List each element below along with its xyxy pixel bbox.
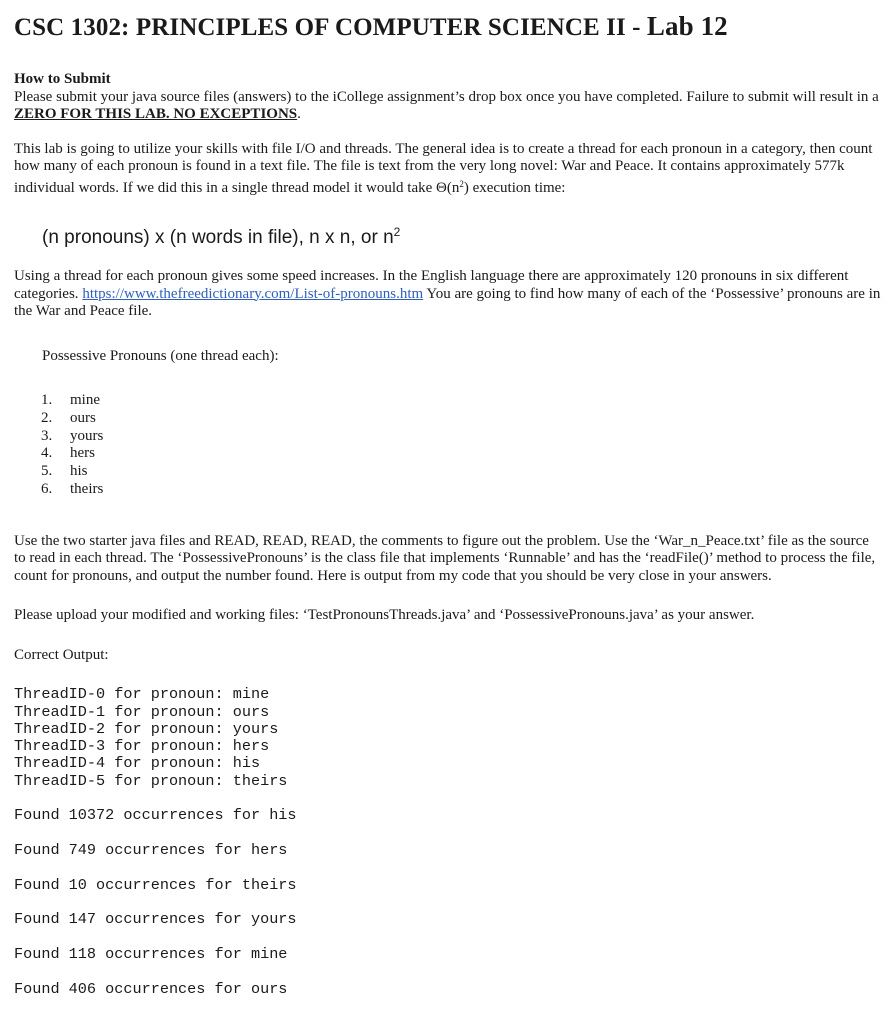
intro-sup: 2 xyxy=(459,178,464,189)
list-word: hers xyxy=(70,445,95,462)
list-number: 4. xyxy=(41,445,53,462)
intro-text-end: ) execution time: xyxy=(463,179,566,196)
list-word: his xyxy=(70,463,88,480)
correct-output-label: Correct Output: xyxy=(14,646,109,663)
found-output-line: Found 118 occurrences for mine xyxy=(14,945,288,964)
list-number: 5. xyxy=(41,463,53,480)
list-item xyxy=(41,463,882,481)
thread-output-block xyxy=(14,686,882,790)
complexity-formula xyxy=(42,220,882,250)
thread-text: Using a thread for each pronoun gives some speed increases. In the English language there are approximately 120 pronouns in six different categories. xyxy=(14,268,849,302)
list-word: theirs xyxy=(70,480,104,497)
submit-text-end: . xyxy=(297,106,301,122)
title-course: CSC 1302: PRINCIPLES OF COMPUTER SCIENCE II - xyxy=(14,14,647,41)
list-number: 3. xyxy=(41,427,53,444)
thread-output-line: ThreadID-4 for pronoun: his xyxy=(14,754,261,773)
possessive-label: Possessive Pronouns (one thread each): xyxy=(42,347,279,364)
formula-text: (n pronouns) x (n words in file), n x n, or n xyxy=(42,227,394,248)
thread-text-end: You are going to find how many of each of the ‘Possessive’ pronouns are in the War and Peace file. xyxy=(14,285,881,319)
found-output-block xyxy=(14,807,882,998)
found-output-line: Found 406 occurrences for ours xyxy=(14,980,288,999)
thread-output-line: ThreadID-1 for pronoun: ours xyxy=(14,702,270,721)
pronoun-list xyxy=(14,392,882,499)
title-lab: Lab 12 xyxy=(646,11,728,41)
formula-sup: 2 xyxy=(393,225,401,239)
page-title xyxy=(14,10,882,44)
submit-heading: How to Submit xyxy=(14,71,111,87)
document-page xyxy=(14,0,882,998)
list-item xyxy=(41,410,882,428)
list-item xyxy=(41,481,882,499)
intro-text: This lab is going to utilize your skills with file I/O and threads. The general idea is to create a thread for each pronoun in a category, then count how many of each pronoun is found in a text file. The file is text from the very long novel: War and Peace. It contains approximately 577k individual words. If we did this in a single thread model it would take Θ(n xyxy=(14,140,873,196)
list-number: 1. xyxy=(41,392,53,408)
list-item xyxy=(41,428,882,446)
starter-paragraph: Use the two starter java files and READ, READ, READ, the comments to figure out the problem. Use the ‘War_n_Peace.txt’ file as the source to read in each thread. The ‘PossessivePronouns’ is the class file that implements ‘Runnable’ and has the ‘readFile()’ method to process the file, count for pronouns, and output the number found. Here is output from my code that you should be very close in your answers. xyxy=(14,532,876,584)
list-word: mine xyxy=(70,392,100,408)
found-output-line: Found 10372 occurrences for his xyxy=(14,806,297,825)
list-word: yours xyxy=(70,427,104,444)
thread-output-line: ThreadID-0 for pronoun: mine xyxy=(14,685,270,704)
list-number: 2. xyxy=(41,409,53,426)
found-output-line: Found 749 occurrences for hers xyxy=(14,840,288,859)
intro-paragraph xyxy=(14,141,882,198)
pronouns-link[interactable]: https://www.thefreedictionary.com/List-of-pronouns.htm xyxy=(82,285,424,302)
thread-output-line: ThreadID-2 for pronoun: yours xyxy=(14,719,279,738)
list-word: ours xyxy=(70,409,96,426)
found-output-line: Found 147 occurrences for yours xyxy=(14,910,297,929)
list-item xyxy=(41,392,882,410)
submit-emphasis: ZERO FOR THIS LAB. NO EXCEPTIONS xyxy=(14,106,298,122)
thread-paragraph xyxy=(14,268,882,321)
list-number: 6. xyxy=(41,480,53,497)
upload-paragraph: Please upload your modified and working files: ‘TestPronounsThreads.java’ and ‘PossessivePronouns.java’ as your answer. xyxy=(14,607,755,624)
found-output-line: Found 10 occurrences for theirs xyxy=(14,875,297,894)
submit-text: Please submit your java source files (answers) to the iCollege assignment’s drop box once you have completed. Failure to submit will result in a xyxy=(14,88,879,105)
list-item xyxy=(41,445,882,463)
thread-output-line: ThreadID-5 for pronoun: theirs xyxy=(14,771,288,790)
submit-paragraph xyxy=(14,89,882,124)
thread-output-line: ThreadID-3 for pronoun: hers xyxy=(14,737,270,756)
